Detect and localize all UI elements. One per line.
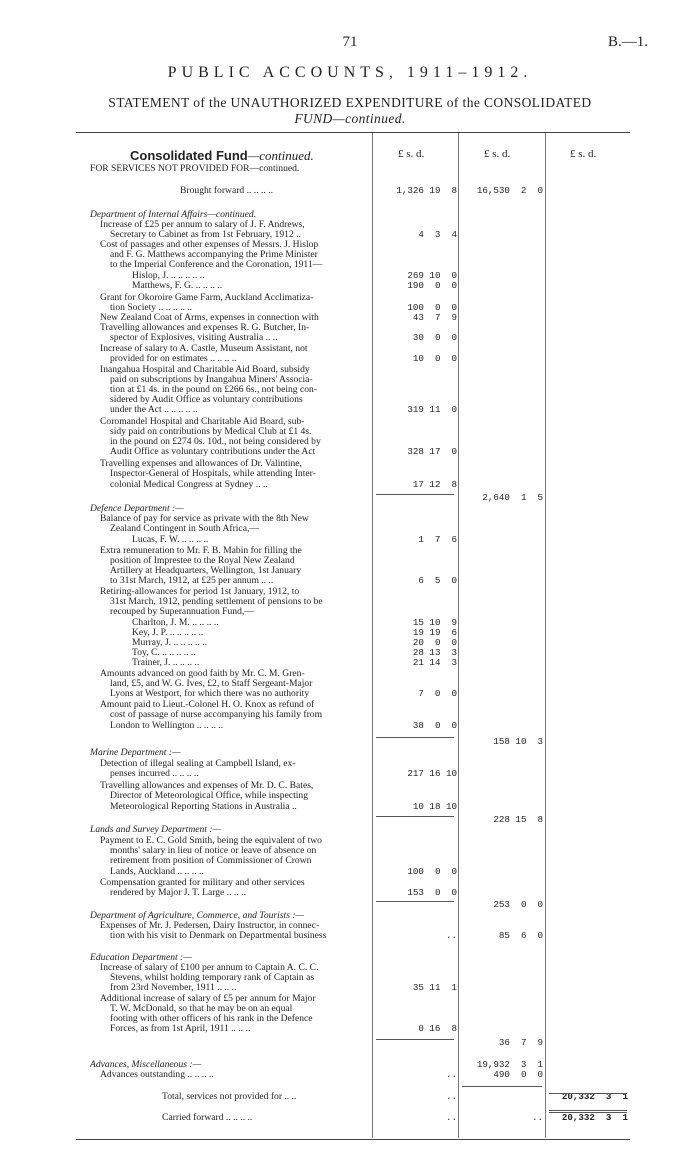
row-description: Toy, C. .. .. .. .. .. [132, 647, 196, 658]
table-row [0, 790, 700, 801]
row-description: Grant for Okoroire Game Farm, Auckland Acclimatiza- [100, 292, 314, 303]
row-description: penses incurred .. .. .. .. [110, 768, 199, 779]
amount-a1: 190 0 0 [407, 280, 457, 291]
row-description: and F. G. Matthews accompanying the Prime Minister [110, 249, 318, 260]
table-row [0, 446, 700, 457]
table-row [0, 736, 700, 747]
row-description: provided for on estimates .. .. .. .. [110, 353, 237, 364]
table-row [0, 280, 700, 291]
column-header-3: £ s. d. [570, 148, 597, 160]
row-description: paid on subscriptions by Inangahua Miners' Associa- [110, 374, 313, 385]
table-row [0, 801, 700, 812]
row-description: Detection of illegal sealing at Campbell Island, ex- [100, 758, 296, 769]
row-description: Amounts advanced on good faith by Mr. C. M. Gren- [100, 668, 305, 679]
row-description: cost of passage of nurse accompanying his family from [110, 709, 323, 720]
amount-a1: .. [445, 1112, 457, 1123]
table-row [0, 824, 700, 835]
row-description: Department of Agriculture, Commerce, and Tourists :— [90, 910, 305, 921]
row-description: Travelling allowances and expenses R. G. Butcher, In- [100, 322, 310, 333]
row-description: retirement from position of Commissioner of Crown [110, 855, 312, 866]
row-description: Lucas, F. W. .. .. .. .. [132, 534, 209, 545]
amount-a2: 490 0 0 [493, 1069, 543, 1080]
row-description: colonial Medical Congress at Sydney .. .. [110, 479, 268, 490]
row-description: Increase of £25 per annum to salary of J. F. Andrews, [100, 219, 305, 230]
amount-a2: 158 10 3 [493, 736, 543, 747]
amount-a1: 21 14 3 [412, 657, 457, 668]
row-description: to the Imperial Conference and the Coronation, 1911— [110, 259, 323, 270]
row-description: under the Act .. .. .. .. .. [110, 404, 198, 415]
row-description: Zealand Contingent in South Africa,— [110, 523, 259, 534]
table-row [0, 887, 700, 898]
amount-a1: 10 18 10 [412, 801, 457, 812]
amount-a1: 0 16 8 [418, 1023, 457, 1034]
table-row [0, 1023, 700, 1034]
subtotal-rule [376, 901, 454, 902]
row-description: Carried forward .. .. .. .. [162, 1112, 253, 1123]
subtotal-rule [376, 1039, 454, 1040]
row-description: in the pound on £274 0s. 10d., not being considered by [110, 436, 321, 447]
amount-a1: 217 16 10 [407, 768, 457, 779]
table-row [0, 468, 700, 479]
row-description: Lyons at Westport, for which there was no authority [110, 688, 310, 699]
amount-a1: 100 0 0 [407, 302, 457, 313]
row-description: tion at £1 4s. in the pound on £266 6s., not being con- [110, 384, 318, 395]
amount-a1: .. [445, 930, 457, 941]
table-row [0, 657, 700, 668]
page-title: PUBLIC ACCOUNTS, 1911–1912. [167, 64, 533, 81]
table-row [0, 866, 700, 877]
amount-a2: 19,932 3 1 [476, 1059, 543, 1070]
row-description: footing with other officers of his rank in the Defence [110, 1013, 313, 1024]
amount-a1: 10 0 0 [412, 353, 457, 364]
row-description: Stevens, whilst holding temporary rank of Captain as [110, 972, 315, 983]
amount-a3: 20,332 3 1 [561, 1091, 628, 1102]
row-description: Increase of salary of £100 per annum to Captain A. C. C. [100, 962, 319, 973]
row-description: Secretary to Cabinet as from 1st February, 1912 .. [110, 229, 301, 240]
amount-a1: 43 7 9 [412, 312, 457, 323]
amount-a2: 16,530 2 0 [476, 185, 543, 196]
row-description: tion Society .. .. .. .. .. [110, 302, 193, 313]
row-description: Marine Department :— [90, 747, 181, 758]
row-description: Inspector-General of Hospitals, while attending Inter- [110, 468, 316, 479]
row-description: Travelling allowances and expenses of Mr. D. C. Bates, [100, 780, 314, 791]
row-description: London to Wellington .. .. .. .. [110, 720, 224, 731]
amount-a2: 228 15 8 [493, 814, 543, 825]
column-header-1: £ s. d. [398, 148, 425, 160]
total-rule [549, 1110, 627, 1111]
row-description: Murray, J. .. .. .. .. .. [132, 637, 208, 648]
amount-a1: 6 5 0 [418, 575, 457, 586]
table-row [0, 930, 700, 941]
row-description: months' salary in lieu of notice or leave of absence on [110, 845, 317, 856]
amount-a2: 36 7 9 [498, 1037, 543, 1048]
table-row [0, 185, 700, 196]
amount-a1: 328 17 0 [407, 446, 457, 457]
table-row [0, 982, 700, 993]
row-description: land, £5, and W. G. Ives, £2, to Staff Sergeant-Major [110, 678, 313, 689]
amount-a2: .. [531, 1112, 543, 1123]
row-description: Department of Internal Affairs—continued. [90, 209, 257, 220]
amount-a2: 85 6 0 [498, 930, 543, 941]
total-rule [549, 1112, 627, 1113]
row-description: Payment to E. C. Gold Smith, being the equivalent of two [100, 835, 322, 846]
row-description: Forces, as from 1st April, 1911 .. .. .. [110, 1023, 251, 1034]
amount-a1: 17 12 8 [412, 479, 457, 490]
row-description: Lands, Auckland .. .. .. .. [110, 866, 204, 877]
statement-subtitle-line2: FUND—continued. [294, 111, 406, 126]
table-row [0, 720, 700, 731]
table-row [0, 747, 700, 758]
amount-a2: 253 0 0 [493, 899, 543, 910]
row-description: from 23rd November, 1911 .. .. .. [110, 982, 237, 993]
table-row [0, 575, 700, 586]
table-row [0, 523, 700, 534]
page-reference: B.—1. [607, 34, 648, 50]
row-description: Travelling expenses and allowances of Dr. Valintine, [100, 458, 302, 469]
row-description: Artillery at Headquarters, Wellington, 1st January [110, 565, 302, 576]
row-description: sidy paid on contributions by Medical Club at £1 4s. [110, 426, 312, 437]
row-description: to 31st March, 1912, at £25 per annum .. .. [110, 575, 274, 586]
row-description: Trainer, J. .. .. .. .. [132, 657, 200, 668]
table-row [0, 1069, 700, 1080]
amount-a1: 4 3 4 [418, 229, 457, 240]
table-row [0, 688, 700, 699]
amount-a1: 28 13 3 [412, 647, 457, 658]
table-row [0, 259, 700, 270]
row-description: Additional increase of salary of £5 per annum for Major [100, 993, 316, 1004]
row-description: Charlton, J. M. .. .. .. .. [132, 617, 219, 628]
row-description: Lands and Survey Department :— [90, 824, 222, 835]
subtotal-rule [376, 494, 454, 495]
amount-a1: 30 0 0 [412, 332, 457, 343]
row-description: Key, J. P. .. .. .. .. .. [132, 627, 204, 638]
page-number: 71 [342, 34, 358, 50]
row-description: Increase of salary to A. Castle, Museum Assistant, not [100, 343, 308, 354]
amount-a1: 35 11 1 [412, 982, 457, 993]
amount-a1: 7 0 0 [418, 688, 457, 699]
row-description: Hislop, J. .. .. .. .. .. [132, 270, 205, 281]
column-header-2: £ s. d. [484, 148, 511, 160]
table-row [0, 534, 700, 545]
total-rule [462, 1086, 542, 1087]
amount-a1: 15 10 9 [412, 617, 457, 628]
table-row [0, 709, 700, 720]
amount-a2: 2,640 1 5 [482, 492, 543, 503]
table-row [0, 606, 700, 617]
subtotal-rule [376, 816, 454, 817]
row-description: Total, services not provided for .. .. [162, 1091, 297, 1102]
row-description: Cost of passages and other expenses of Messrs. J. Hislop [100, 239, 319, 250]
amount-a1: 1 7 6 [418, 534, 457, 545]
row-description: Inangahua Hospital and Charitable Aid Board, subsidy [100, 364, 310, 375]
amount-a1: .. [445, 1091, 457, 1102]
amount-a1: 319 11 0 [407, 404, 457, 415]
table-row [0, 353, 700, 364]
row-description: Audit Office as voluntary contributions under the Act [110, 446, 316, 457]
row-description: Retiring-allowances for period 1st January, 1912, to [100, 586, 300, 597]
statement-subtitle-line1: STATEMENT of the UNAUTHORIZED EXPENDITURE of the CONSOLIDATED [108, 95, 592, 110]
row-description: New Zealand Coat of Arms, expenses in connection with [100, 312, 319, 323]
row-description: T. W. McDonald, so that he may be on an equal [110, 1003, 293, 1014]
table-row [0, 163, 700, 174]
row-description: Matthews, F. G. .. .. .. .. [132, 280, 223, 291]
table-row [0, 855, 700, 866]
amount-a1: 100 0 0 [407, 866, 457, 877]
amount-a1: 38 0 0 [412, 720, 457, 731]
row-description: Education Department :— [90, 952, 192, 963]
row-description: Meteorological Reporting Stations in Australia .. [110, 801, 297, 812]
row-description: Advances, Miscellaneous :— [90, 1059, 202, 1070]
subtotal-rule [376, 737, 454, 738]
row-description: FOR SERVICES NOT PROVIDED FOR—continued. [90, 163, 300, 174]
table-row [0, 404, 700, 415]
amount-a1: 20 0 0 [412, 637, 457, 648]
row-description: position of Imprestee to the Royal New Zealand [110, 555, 295, 566]
fund-heading-bold: Consolidated Fund [130, 148, 248, 163]
row-description: sidered by Audit Office as voluntary contributions [110, 394, 303, 405]
table-row [0, 1037, 700, 1048]
table-row [0, 768, 700, 779]
row-description: Coromandel Hospital and Charitable Aid Board, sub- [100, 416, 305, 427]
amount-a1: 269 10 0 [407, 270, 457, 281]
row-description: Extra remuneration to Mr. F. B. Mabin for filling the [100, 545, 302, 556]
row-description: Balance of pay for service as private with the 8th New [100, 513, 309, 524]
table-row [0, 332, 700, 343]
row-description: Amount paid to Lieut.-Colonel H. O. Knox as refund of [100, 699, 315, 710]
row-description: Defence Department :— [90, 503, 184, 514]
table-row [0, 899, 700, 910]
table-row [0, 492, 700, 503]
row-description: Expenses of Mr. J. Pedersen, Dairy Instructor, in connec- [100, 920, 320, 931]
amount-a1: .. [445, 1069, 457, 1080]
row-description: Compensation granted for military and other services [100, 877, 305, 888]
amount-a1: 153 0 0 [407, 887, 457, 898]
row-description: rendered by Major J. T. Large .. .. .. [110, 887, 246, 898]
row-description: Director of Meteorological Office, while inspecting [110, 790, 309, 801]
amount-a1: 1,326 19 8 [396, 185, 457, 196]
table-row [0, 1112, 700, 1123]
row-description: tion with his visit to Denmark on Departmental business [110, 930, 327, 941]
amount-a1: 19 19 6 [412, 627, 457, 638]
fund-heading-continued: —continued. [247, 148, 314, 163]
fund-heading [130, 148, 314, 164]
row-description: 31st March, 1912, pending settlement of pensions to be [110, 596, 323, 607]
row-description: Advances outstanding .. .. .. .. [100, 1069, 214, 1080]
total-rule [549, 1093, 627, 1094]
row-description: Brought forward .. .. .. .. [180, 185, 273, 196]
table-row [0, 479, 700, 490]
row-description: spector of Explosives, visiting Australia .. .. [110, 332, 278, 343]
amount-a3: 20,332 3 1 [561, 1112, 628, 1123]
row-description: recouped by Superannuation Fund,— [110, 606, 254, 617]
